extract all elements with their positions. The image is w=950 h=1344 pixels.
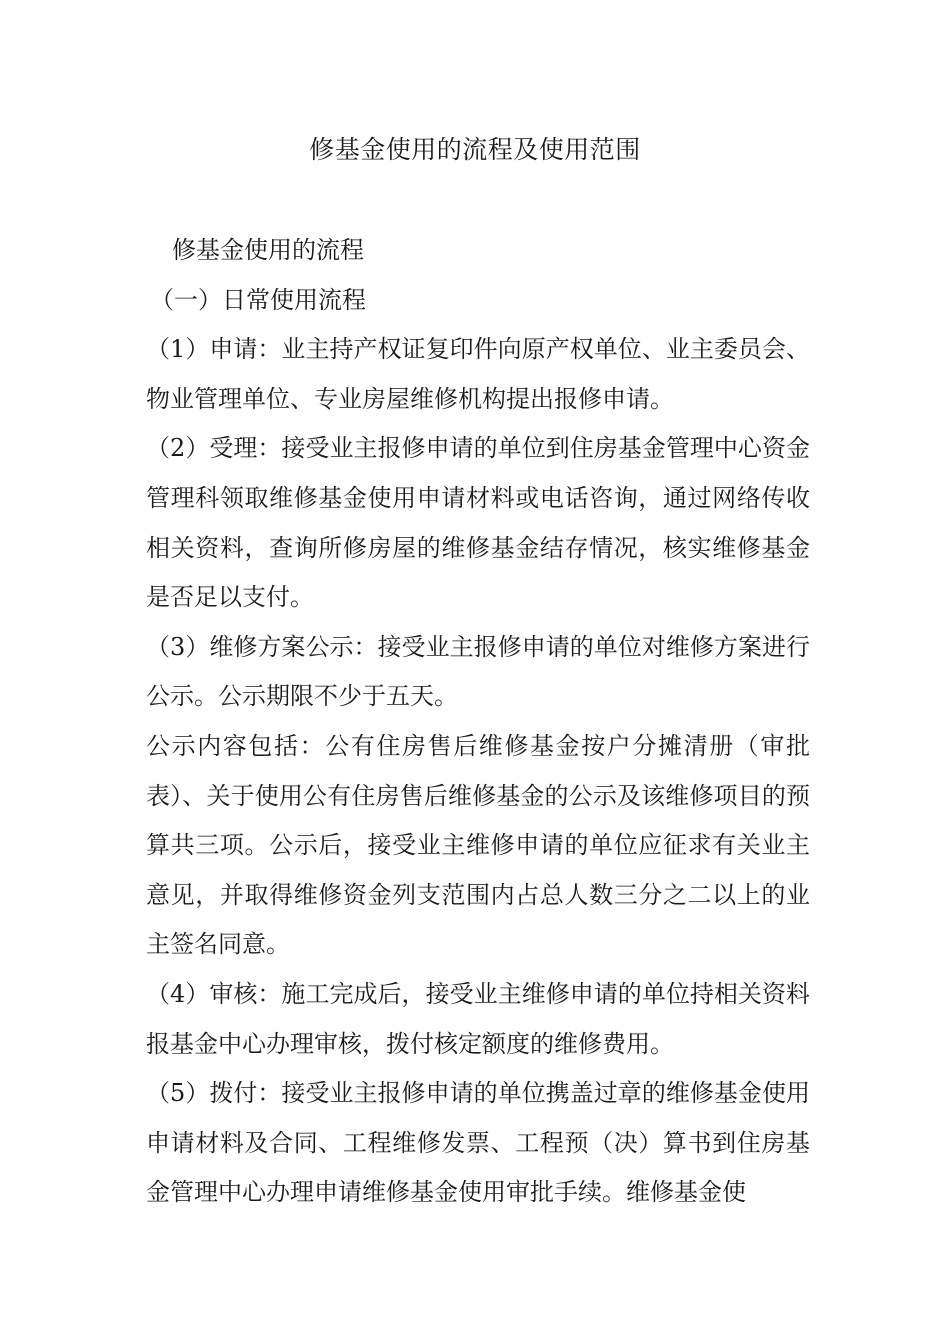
paragraph-disburse: （5）拨付：接受业主报修申请的单位携盖过章的维修基金使用申请材料及合同、工程维修发票、工程预（决）算书到住房基金管理中心办理申请维修基金使用审批手续。维修基金使	[146, 1079, 810, 1207]
paragraph-publicity-content: 公示内容包括：公有住房售后维修基金按户分摊清册（审批表）、关于使用公有住房售后维修基金的公示及该维修项目的预算共三项。公示后，接受业主维修申请的单位应征求有关业主意见，并取得维修资金列支范围内占总人数三分之二以上的业主签名同意。	[146, 731, 810, 959]
document-title: 修基金使用的流程及使用范围	[309, 135, 641, 164]
document-body	[146, 226, 810, 1218]
paragraph-apply: （1）申请：业主持产权证复印件向原产权单位、业主委员会、物业管理单位、专业房屋维修机构提出报修申请。	[146, 335, 810, 413]
paragraph-review: （4）审核：施工完成后，接受业主维修申请的单位持相关资料报基金中心办理审核，拨付核定额度的维修费用。	[146, 979, 810, 1058]
paragraph-accept: （2）受理：接受业主报修申请的单位到住房基金管理中心资金管理科领取维修基金使用申请材料或电话咨询，通过网络传收相关资料，查询所修房屋的维修基金结存情况，核实维修基金是否足以支付。	[146, 434, 810, 612]
paragraph-publicity: （3）维修方案公示：接受业主报修申请的单位对维修方案进行公示。公示期限不少于五天。	[146, 632, 810, 711]
subsection-heading: （一）日常使用流程	[150, 285, 366, 314]
section-heading: 修基金使用的流程	[172, 236, 364, 264]
